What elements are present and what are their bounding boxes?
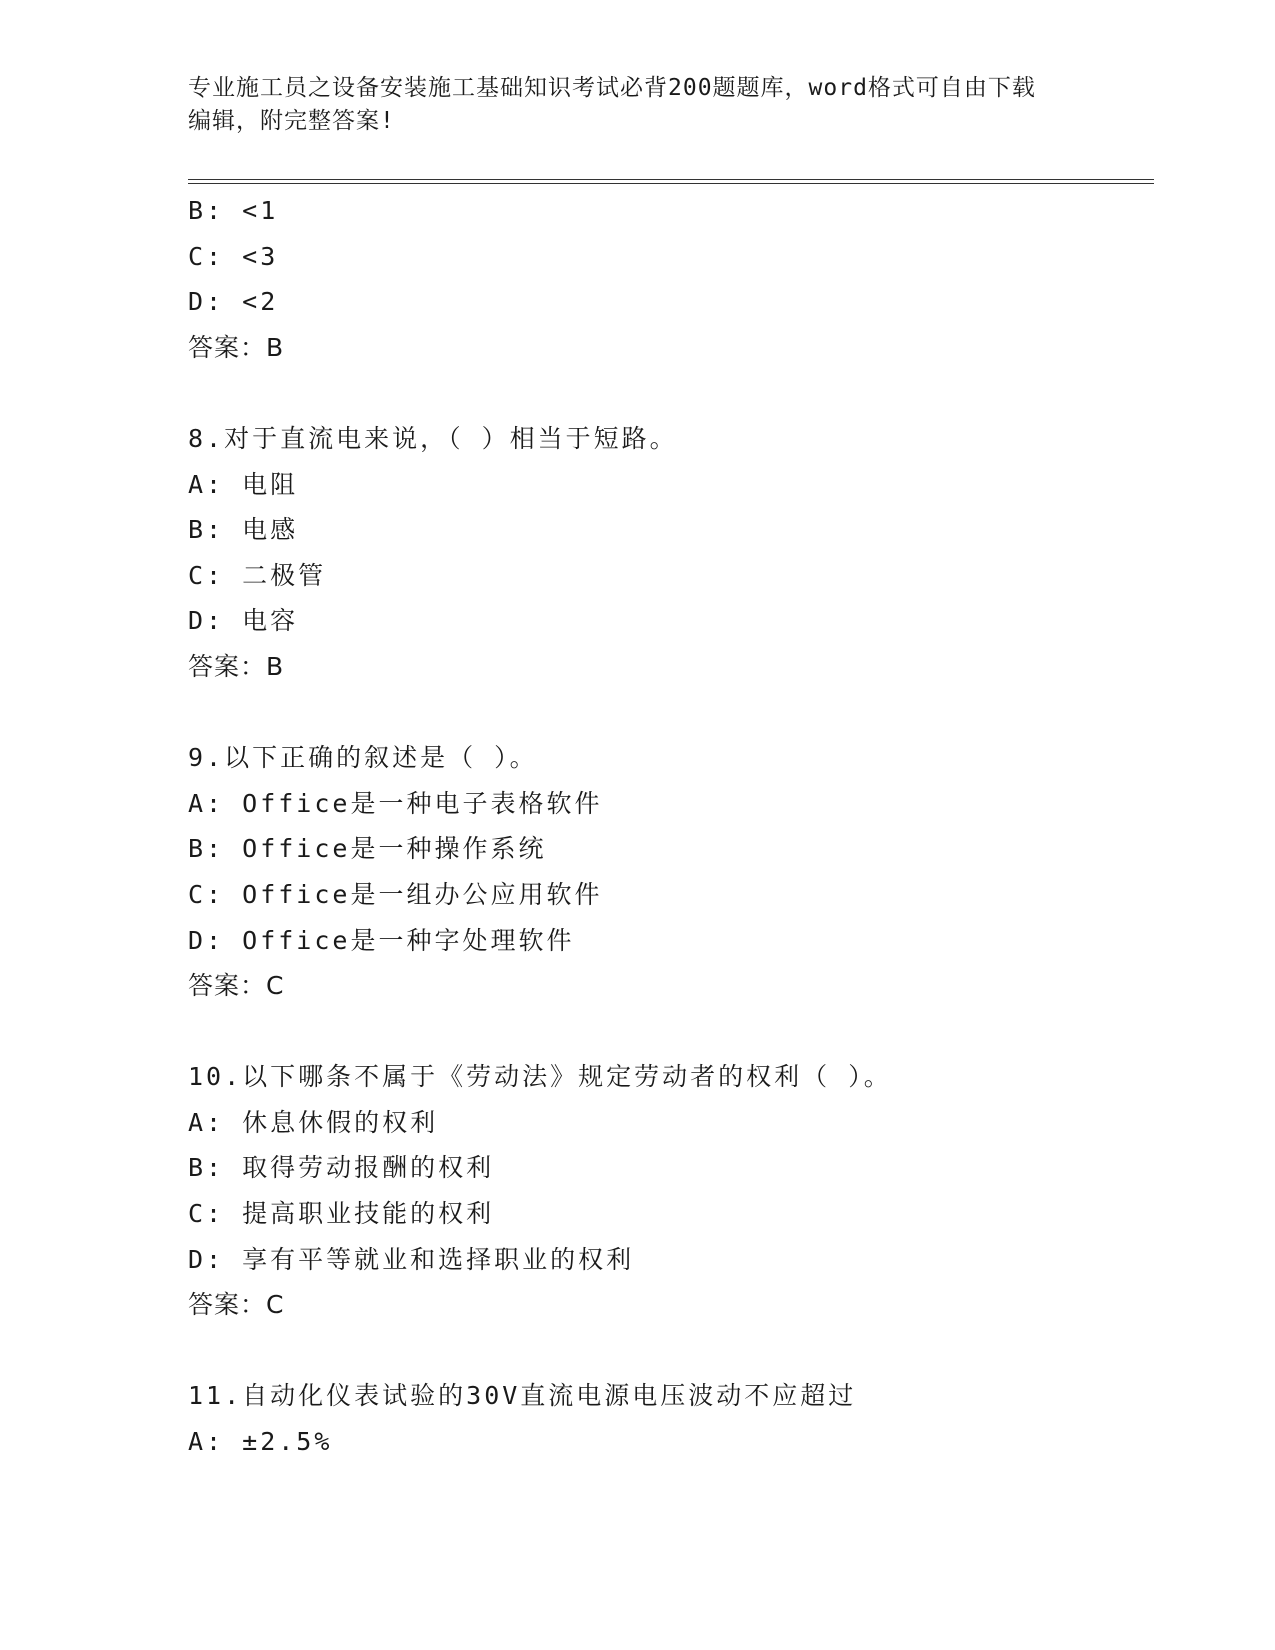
question-list xyxy=(188,188,1154,1465)
option-d: D: 享有平等就业和选择职业的权利 xyxy=(188,1244,635,1274)
spacer xyxy=(188,1009,1154,1055)
question-text: 11.自动化仪表试验的30V直流电源电压波动不应超过 xyxy=(188,1381,857,1411)
option-c: C: 二极管 xyxy=(188,560,327,590)
question-8 xyxy=(188,416,1154,690)
spacer xyxy=(188,1328,1154,1374)
option-b: B: Office是一种操作系统 xyxy=(188,834,547,864)
option-d: D: Office是一种字处理软件 xyxy=(188,925,575,955)
question-9 xyxy=(188,735,1154,1009)
spacer xyxy=(188,690,1154,736)
answer-line: 答案：C xyxy=(188,1290,285,1320)
option-a: A: 休息休假的权利 xyxy=(188,1107,439,1137)
option-b: B: 取得劳动报酬的权利 xyxy=(188,1153,495,1183)
question-text: 9.以下正确的叙述是（ ）。 xyxy=(188,743,538,773)
question-text: 8.对于直流电来说，（ ）相当于短路。 xyxy=(188,423,678,453)
option-b: B: 电感 xyxy=(188,515,299,545)
question-7 xyxy=(188,188,1154,370)
document-header xyxy=(188,72,1068,138)
option-c: C: <3 xyxy=(188,241,279,271)
question-10 xyxy=(188,1054,1154,1328)
option-a: A: ±2.5% xyxy=(188,1427,333,1457)
option-a: A: Office是一种电子表格软件 xyxy=(188,788,603,818)
header-divider-top xyxy=(188,179,1154,180)
header-divider-bottom xyxy=(188,183,1154,184)
answer-line: 答案：B xyxy=(188,651,285,681)
option-c: C: 提高职业技能的权利 xyxy=(188,1199,495,1229)
option-b: B: <1 xyxy=(188,196,279,225)
option-d: D: 电容 xyxy=(188,606,299,636)
answer-line: 答案：C xyxy=(188,971,285,1001)
question-text: 10.以下哪条不属于《劳动法》规定劳动者的权利（ ）。 xyxy=(188,1062,892,1092)
answer-line: 答案：B xyxy=(188,332,285,362)
question-11 xyxy=(188,1373,1154,1464)
option-d: D: <2 xyxy=(188,287,279,317)
header-title-line-2: 编辑，附完整答案! xyxy=(188,108,395,134)
option-c: C: Office是一组办公应用软件 xyxy=(188,879,603,909)
header-title-line-1: 专业施工员之设备安装施工基础知识考试必背200题题库，word格式可自由下载 xyxy=(188,75,1036,101)
option-a: A: 电阻 xyxy=(188,469,299,499)
spacer xyxy=(188,370,1154,416)
